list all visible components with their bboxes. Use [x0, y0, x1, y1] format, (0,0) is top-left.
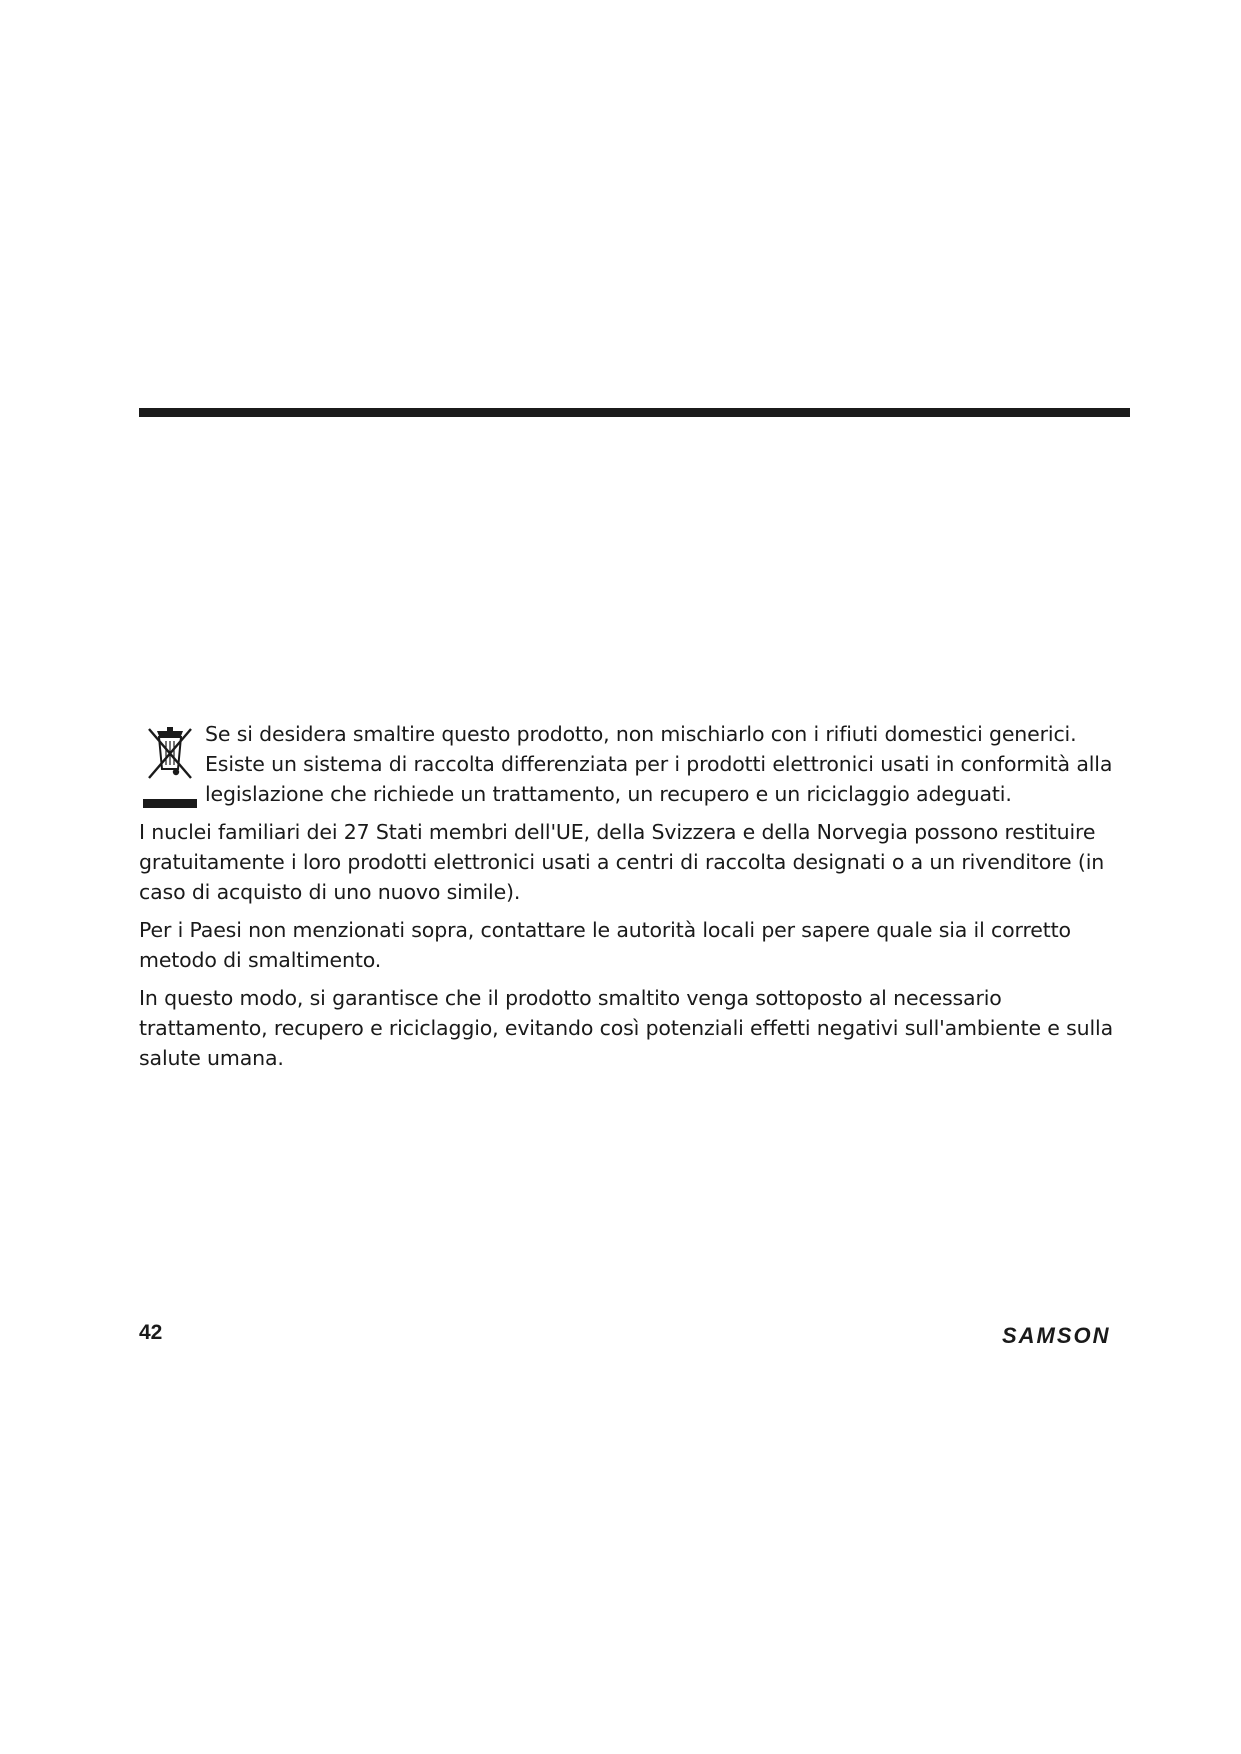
svg-text:SAMSON: SAMSON — [1002, 1323, 1111, 1348]
samson-logo — [1002, 1320, 1130, 1350]
paragraph-households: I nuclei familiari dei 27 Stati membri dell'UE, della Svizzera e della Norvegia possono restituire gratuitamente i loro prodotti elettronici usati a centri di raccolta designati o a un rivenditore (in caso di acquisto di uno nuovo simile). — [139, 820, 1105, 904]
paragraph-conclusion: In questo modo, si garantisce che il prodotto smaltito venga sottoposto al necessario trattamento, recupero e riciclaggio, evitando così potenziali effetti negativi sull'ambiente e sulla salute umana. — [139, 986, 1114, 1070]
paragraph-other-countries: Per i Paesi non menzionati sopra, contattare le autorità locali per sapere quale sia il corretto metodo di smaltimento. — [139, 918, 1071, 972]
paragraph-intro: Se si desidera smaltire questo prodotto, non mischiarlo con i rifiuti domestici generici. Esiste un sistema di raccolta differenziata per i prodotti elettronici usati in conformità alla legislazione che richiede un trattamento, un recupero e un riciclaggio adeguati. — [205, 722, 1113, 806]
page-number: 42 — [139, 1321, 163, 1344]
crossed-out-wheelie-bin-icon — [143, 723, 197, 810]
top-rule — [139, 408, 1130, 417]
disposal-notice — [139, 719, 1131, 1081]
weee-block — [139, 719, 1131, 809]
